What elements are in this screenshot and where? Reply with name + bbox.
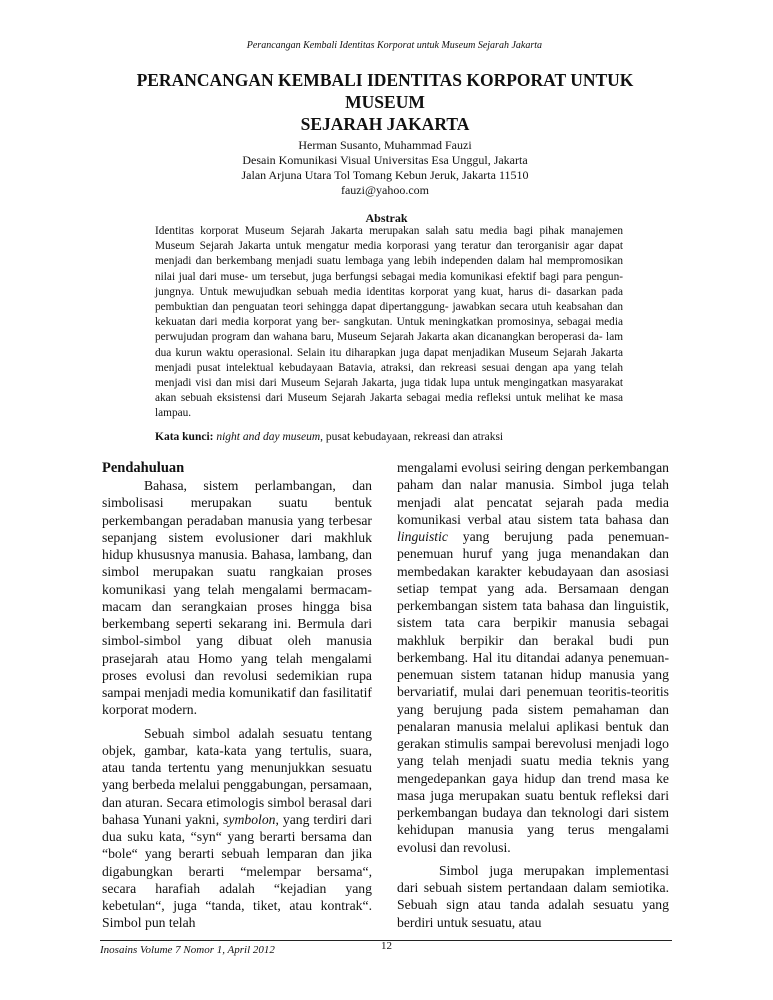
paper-title [95, 69, 675, 135]
left-p2-italic: symbolon [223, 811, 276, 827]
right-paragraph-1 [397, 459, 669, 856]
right-column [397, 459, 669, 931]
right-paragraph-2: Simbol juga merupakan implementasi dari sebuah sistem pertandaan dalam semiotika. Sebuah sign atau tanda adalah sesuatu yang berdiri untuk sesuatu, atau [397, 862, 669, 930]
author-affiliation: Desain Komunikasi Visual Universitas Esa Unggul, Jakarta [242, 153, 528, 167]
keywords-rest: , pusat kebudayaan, rekreasi dan atraksi [320, 431, 504, 443]
author-names: Herman Susanto, Muhammad Fauzi [298, 138, 472, 152]
page-number: 12 [381, 940, 392, 952]
left-column [102, 459, 372, 932]
abstract-text: Identitas korporat Museum Sejarah Jakarta merupakan salah satu media bagi pihak manajemen Museum Sejarah Jakarta untuk mengatur media korporasi yang teratur dan terorganisir agar dapat menjadi dan berkembang menjadi suatu lembaga yang lebih independen dalam hal mempromosikan nilai jual dari muse- um tersebut, juga berfungsi sebagai media komunikasi efektif bagi para pengun- jungnya. Untuk mewujudkan sebuah media identitas korporat yang kuat, harus di- dasarkan pada pembuktian dan penguatan teori sehingga dapat dipertanggung- jawabkan secara utuh keabsahan dan kekuatan dari media korporat yang ber- sangkutan. Untuk meningkatkan promosinya, sebagai media perwujudan program dan wahana baru, Museum Sejarah Jakarta akan dicanangkan beroperasi da- lam dua kurun waktu operasional. Selain itu diharapkan juga dapat menjadikan Museum Sejarah Jakarta menjadi pusat intelektual kebudayaan Batavia, atraksi, dan rekreasi sesuai dengan apa yang telah menjadi visi dan misi dari Museum Sejarah Jakarta, juga tidak lupa untuk mengingatkan masyarakat akan sebuah eksistensi dari Museum Sejarah Jakarta sebagai media refleksi untuk melihat ke masa lampau. [155, 225, 623, 420]
keywords-label: Kata kunci: [155, 431, 214, 443]
section-heading: Pendahuluan [102, 460, 185, 476]
keywords [155, 431, 655, 443]
left-paragraph-2 [102, 725, 372, 932]
author-email: fauzi@yahoo.com [340, 183, 430, 197]
left-p2-text-b: , yang terdiri dari dua suku kata, “syn“ yang berarti bersama dan “bole“ yang berarti sebuah lemparan dan jika digabungkan berarti “melempar bersama“, secara harafiah adalah “kejadian yang kebetulan“, juga “tanda, tiket, atau kontrak“. Simbol pun telah [102, 811, 372, 931]
author-block [235, 138, 535, 198]
journal-footer: Inosains Volume 7 Nomor 1, April 2012 [100, 944, 275, 956]
title-line-2: SEJARAH JAKARTA [300, 114, 470, 134]
right-p1-italic: linguistic [397, 529, 448, 544]
abstract-heading: Abstrak [365, 211, 408, 225]
right-p1-text-b: yang berujung pada penemuan-penemuan huruf yang juga menandakan dan membedakan karakter kebudayaan dan asosiasi setiap tempat yang ada. Bersamaan dengan perkembangan sistem tata bahasa dan linguistik, sistem tata cara berpikir manusia sebagai makhluk berpikir dan berakal budi pun berkembang. Hal itu ditandai adanya penemuan-penemuan sistem tatanan hidup manusia yang bervariatif, mulai dari penemuan teoritis-teoritis yang berujung pada sistem pemahaman dan penalaran manusia melalui aplikasi bentuk dan gerakan stimulis sampai berevolusi menjadi logo yang telah menjadi suatu media teknis yang mengedepankan gaya hidup dan trend masa ke masa juga merupakan suatu bentuk refleksi dari perkembangan budaya dan teknologi dari sistem kehidupan manusia yang terus mengalami evolusi dan revolusi. [397, 529, 669, 855]
title-line-1: PERANCANGAN KEMBALI IDENTITAS KORPORAT UNTUK MUSEUM [136, 70, 634, 112]
left-p2-text-a: Sebuah simbol adalah sesuatu tentang objek, gambar, kata-kata yang tertulis, suara, atau tanda tertentu yang menunjukkan sesuatu yang berbeda melalui penggabungan, persamaan, dan aturan. Secara etimologis simbol berasal dari bahasa Yunani yakni, [102, 725, 372, 827]
right-p1-text-a: mengalami evolusi seiring dengan perkembangan paham dan nalar manusia. Simbol juga telah menjadi alat pencatat sejarah pada media komunikasi verbal atau sistem tata bahasa dan [397, 460, 669, 527]
keywords-italic: night and day museum [216, 431, 321, 443]
author-address: Jalan Arjuna Utara Tol Tomang Kebun Jeruk, Jakarta 11510 [241, 168, 529, 182]
left-paragraph-1: Bahasa, sistem perlambangan, dan simbolisasi merupakan suatu bentuk perkembangan peradaban manusia yang terbesar sepanjang sistem evolusioner dari makhluk hidup khususnya manusia. Bahasa, lambang, dan simbol merupakan suatu rangkaian proses komunikasi yang telah mengalami bermacam-macam dan serangkaian proses hingga bisa berkembang seperti sekarang ini. Bermula dari simbol-simbol yang dibuat oleh manusia prasejarah atau Homo yang telah mengalami proses evolusi dan revolusi sedemikian rupa sampai menjadi media komunikatif dan fasilitatif korporat modern. [102, 478, 372, 718]
running-header: Perancangan Kembali Identitas Korporat untuk Museum Sejarah Jakarta [246, 40, 542, 51]
